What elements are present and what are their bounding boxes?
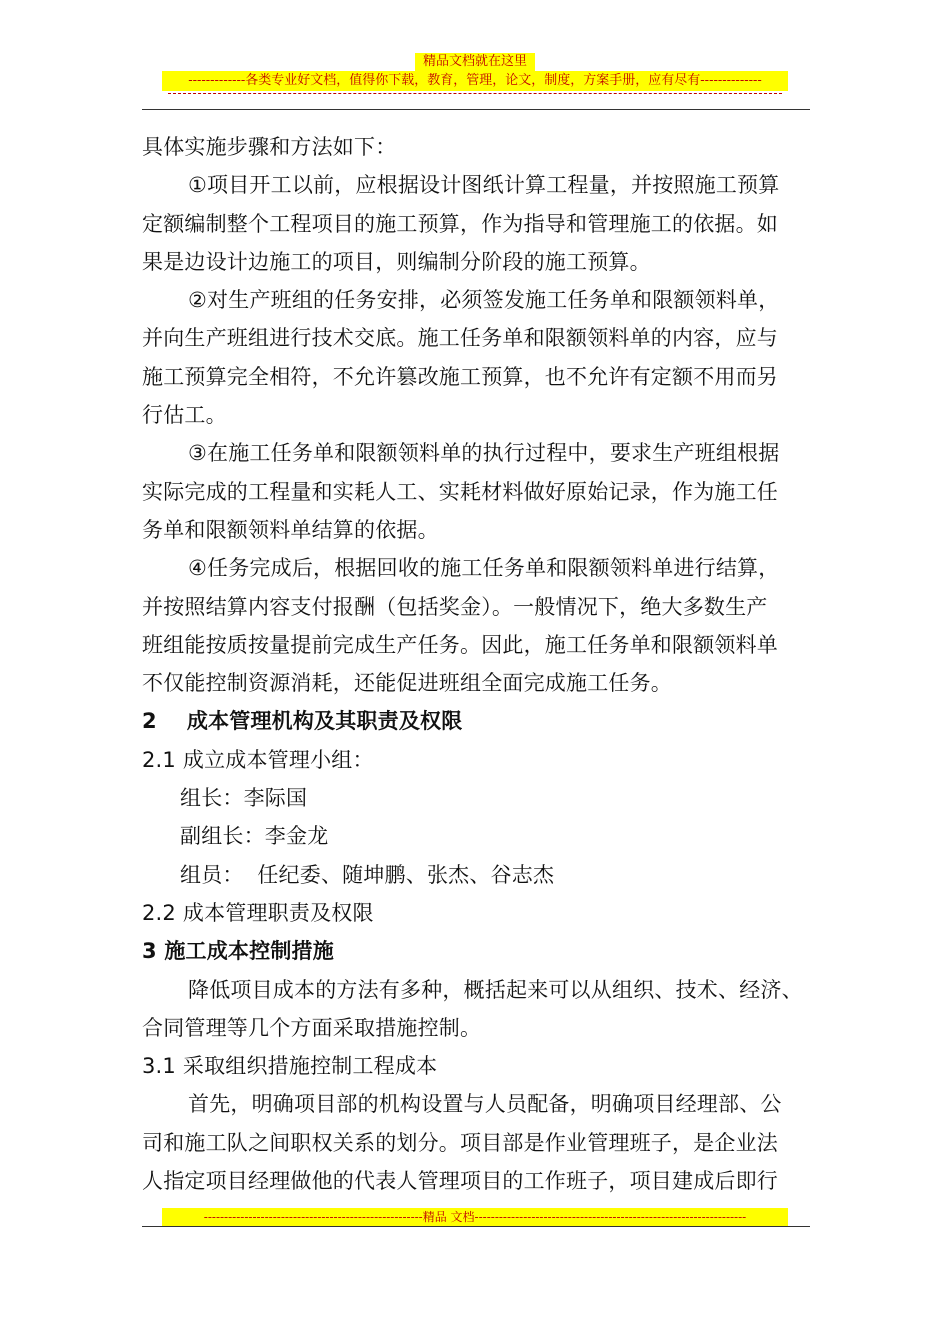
header-top-label: 精品文档就在这里	[415, 53, 535, 71]
paragraph-line: 并按照结算内容支付报酬（包括奖金）。一般情况下，绝大多数生产	[142, 594, 768, 619]
paragraph-line: 行估工。	[142, 403, 227, 428]
footer-rule	[142, 1226, 810, 1227]
paragraph-line: 并向生产班组进行技术交底。施工任务单和限额领料单的内容，应与	[142, 326, 778, 351]
paragraph-line: ①项目开工以前，应根据设计图纸计算工程量，并按照施工预算	[188, 173, 780, 198]
paragraph-line: ②对生产班组的任务安排，必须签发施工任务单和限额领料单，	[188, 288, 780, 313]
subsection-heading: 3.1 采取组织措施控制工程成本	[142, 1054, 438, 1079]
header-rule	[142, 109, 810, 110]
paragraph-line: 具体实施步骤和方法如下：	[142, 135, 397, 159]
paragraph-line: 施工预算完全相符，不允许篡改施工预算，也不允许有定额不用而另	[142, 364, 778, 389]
team-members: 组员： 任纪委、随坤鹏、张杰、谷志杰	[180, 862, 555, 887]
paragraph-line: ④任务完成后，根据回收的施工任务单和限额领料单进行结算，	[188, 556, 780, 581]
team-leader: 组长：李际国	[180, 786, 308, 811]
subsection-heading: 2.2 成本管理职责及权限	[142, 900, 374, 925]
section-heading: 3 施工成本控制措施	[142, 939, 334, 964]
paragraph-line: 不仅能控制资源消耗，还能促进班组全面完成施工任务。	[142, 671, 672, 696]
paragraph-line: 果是边设计边施工的项目，则编制分阶段的施工预算。	[142, 249, 651, 274]
paragraph-line: 司和施工队之间职权关系的划分。项目部是作业管理班子，是企业法	[142, 1130, 778, 1155]
subsection-heading: 2.1 成立成本管理小组：	[142, 747, 374, 772]
paragraph-line: 实际完成的工程量和实耗人工、实耗材料做好原始记录，作为施工任	[142, 479, 778, 504]
paragraph-line: 人指定项目经理做他的代表人管理项目的工作班子，项目建成后即行	[142, 1169, 778, 1194]
header-dash-line	[168, 93, 782, 104]
document-body	[142, 128, 812, 1200]
footer-banner: ------------------------------------------------------精品 文档-------------------------------------------------------------------	[162, 1208, 788, 1226]
header-banner: -------------各类专业好文档，值得你下载，教育，管理，论文，制度，方案手册，应有尽有--------------	[162, 71, 788, 91]
paragraph-line: 合同管理等几个方面采取措施控制。	[142, 1015, 482, 1040]
paragraph-line: 首先，明确项目部的机构设置与人员配备，明确项目经理部、公	[188, 1092, 782, 1117]
team-deputy-leader: 副组长：李金龙	[180, 824, 329, 849]
paragraph-line: ③在施工任务单和限额领料单的执行过程中，要求生产班组根据	[188, 441, 780, 466]
paragraph-line: 务单和限额领料单结算的依据。	[142, 517, 439, 542]
paragraph-line: 定额编制整个工程项目的施工预算，作为指导和管理施工的依据。如	[142, 211, 778, 236]
paragraph-line: 班组能按质按量提前完成生产任务。因此，施工任务单和限额领料单	[142, 632, 778, 657]
section-heading: 2 成本管理机构及其职责及权限	[142, 709, 463, 734]
paragraph-line: 降低项目成本的方法有多种，概括起来可以从组织、技术、经济、	[188, 977, 803, 1002]
